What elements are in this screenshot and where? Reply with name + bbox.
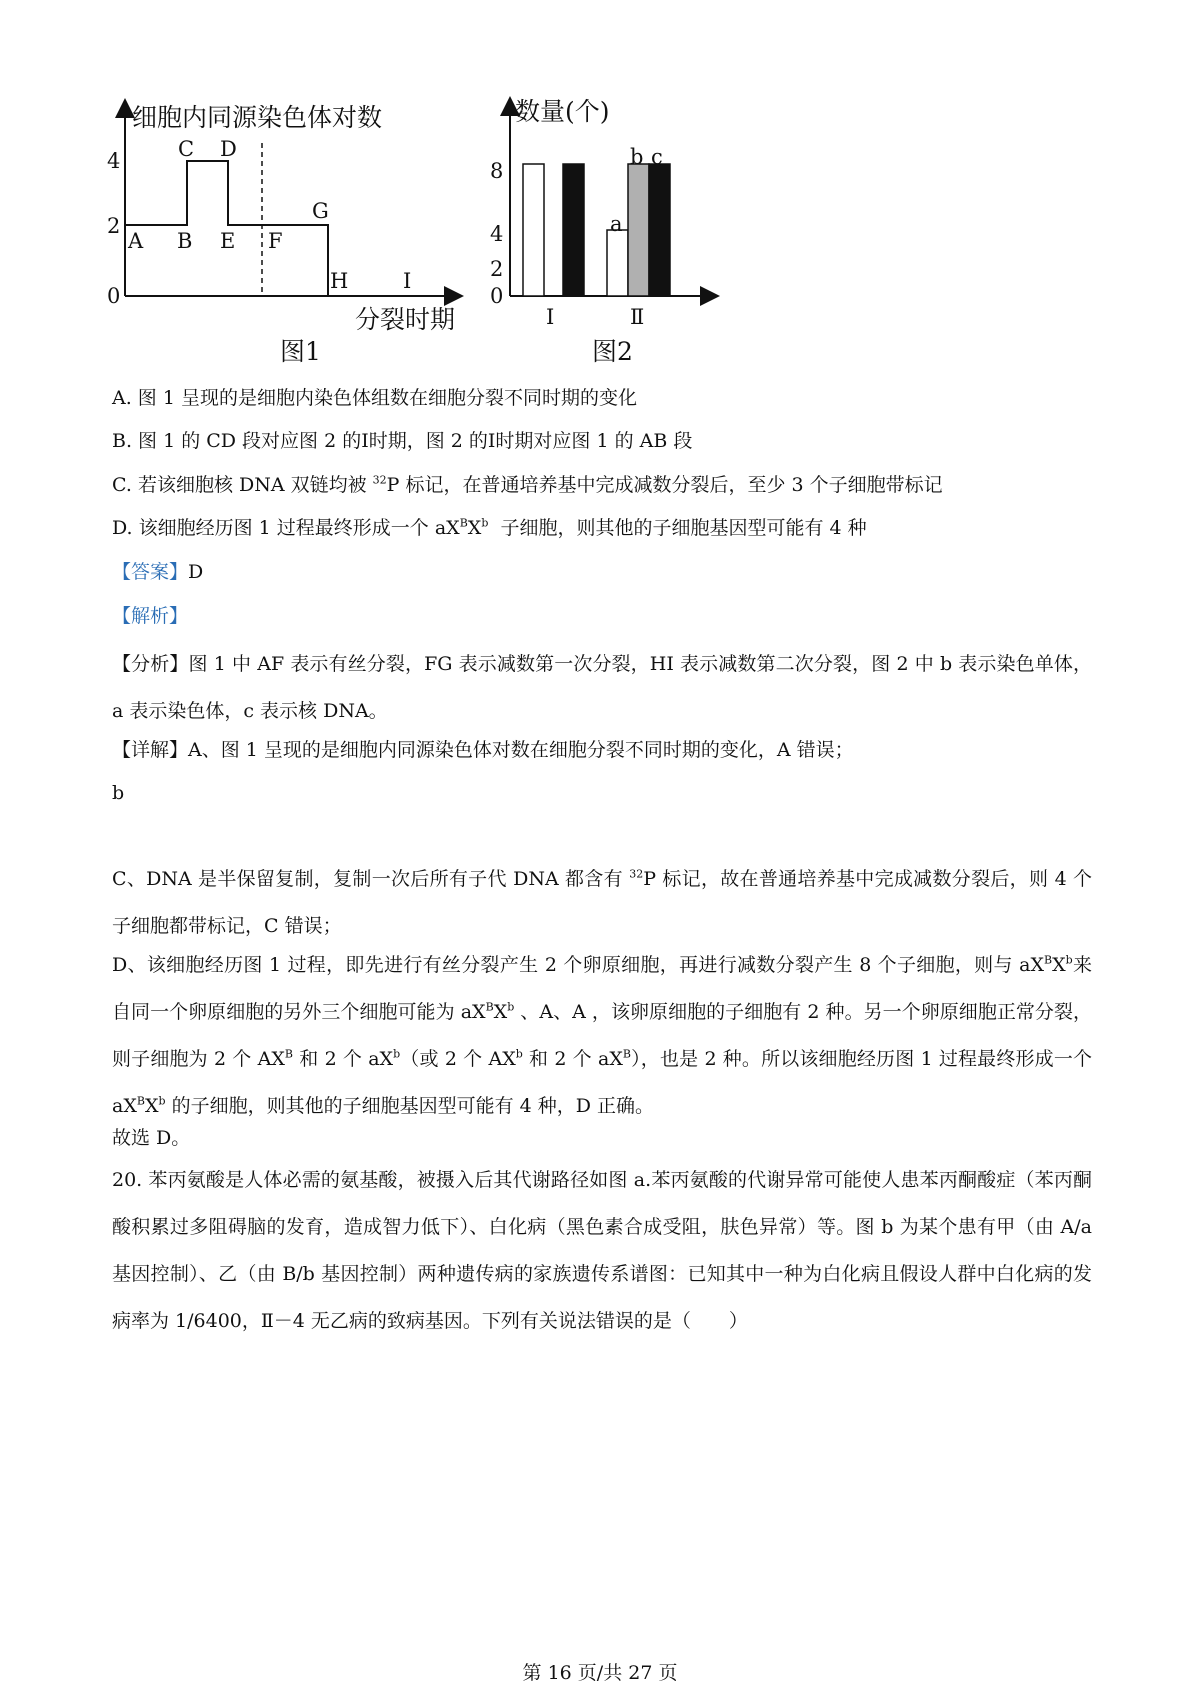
option-a: A. 图 1 呈现的是细胞内染色体组数在细胞分裂不同时期的变化 [112, 387, 637, 409]
sup-B: B [622, 1047, 631, 1061]
fig1-point-I: I [403, 269, 412, 293]
option-d-mid: X [467, 517, 482, 539]
fig1-ytick-2: 2 [107, 214, 121, 238]
option-c-post: P 标记，在普通培养基中完成减数分裂后，至少 3 个子细胞带标记 [386, 474, 943, 496]
option-c-pre: C. 若该细胞核 DNA 双链均被 [112, 474, 373, 496]
fig2-caption: 图2 [592, 337, 633, 366]
answer-tag: 【答案】 [112, 561, 189, 583]
xiangjie-tag: 【详解】 [112, 739, 189, 761]
fig1-point-F: F [268, 229, 283, 253]
option-d-sup1: B [459, 516, 468, 530]
fig2-bar-II-c [649, 164, 670, 296]
figure-1-chart [107, 102, 460, 366]
fig2-bar-I-a [523, 164, 544, 296]
fig1-point-H: H [330, 269, 349, 293]
fig2-group-2: Ⅱ [630, 305, 645, 329]
option-d-sup2: b [481, 516, 489, 530]
xiangjie-c-pre: C、DNA 是半保留复制，复制一次后所有子代 DNA 都含有 [112, 868, 630, 890]
sup-B: B [284, 1047, 294, 1061]
fig2-bar-label-c: c [651, 145, 663, 169]
fig1-ylabel: 细胞内同源染色体对数 [132, 105, 383, 132]
xiangjie-d2: 来自同一个卵原细胞的另外三个细胞可能为 aX [112, 954, 1092, 1023]
option-d-pre: D. 该细胞经历图 1 过程最终形成一个 aX [112, 517, 460, 539]
fig1-point-G: G [312, 199, 329, 223]
figure-svg [100, 88, 800, 408]
fig1-point-A: A [128, 229, 144, 253]
xiangjie-c-post: P 标记，故在普通培养基中完成减数分裂后，则 4 个子细胞都带标记，C 错误； [112, 868, 1093, 937]
fig1-ytick-4: 4 [107, 149, 121, 173]
fig1-point-D: D [220, 137, 237, 161]
xiangjie-d7: ），也是 2 种。所以该细胞经历图 1 过程最终形成一个 aX [112, 1048, 1092, 1117]
option-c-sup: 32 [372, 473, 387, 487]
xiangjie-d8: 的子细胞，则其他的子细胞基因型可能有 4 种，D 正确。 [165, 1095, 655, 1117]
figures [100, 88, 800, 408]
option-b: B. 图 1 的 CD 段对应图 2 的Ⅰ时期，图 2 的Ⅰ时期对应图 1 的 AB 段 [112, 430, 693, 452]
fig2-ylabel: 数量(个) [515, 97, 610, 126]
fig1-point-B: B [177, 229, 193, 253]
fenxi-tag: 【分析】 [112, 653, 189, 675]
fig1-point-E: E [220, 229, 236, 253]
option-c [112, 472, 943, 498]
sup-B: B [485, 1000, 494, 1014]
fig2-bar-II-a [607, 230, 628, 296]
option-d [112, 515, 867, 541]
xiangjie-c-sup: 32 [629, 867, 644, 881]
option-d-post: 子细胞，则其他的子细胞基因型可能有 4 种 [488, 517, 867, 539]
xiangjie-a [112, 727, 1092, 774]
fig2-group-1: Ⅰ [546, 305, 555, 329]
sup-B: B [136, 1094, 145, 1108]
fig2-bar-I-c [563, 164, 584, 296]
fig1-xlabel: 分裂时期 [355, 307, 456, 334]
xiangjie-d [112, 942, 1092, 1130]
sup-b: b [393, 1047, 401, 1061]
x-letter: X [144, 1095, 159, 1117]
fenxi-paragraph [112, 641, 1092, 735]
fig2-ytick-2: 2 [490, 257, 504, 281]
xiangjie-b: b [112, 782, 125, 804]
xiangjie-a-text: A、图 1 呈现的是细胞内同源染色体对数在细胞分裂不同时期的变化，A 错误； [188, 739, 854, 761]
sup-b: b [507, 1000, 515, 1014]
fig1-point-C: C [178, 137, 195, 161]
fig2-ytick-4: 4 [490, 222, 504, 246]
x-letter: X [1052, 954, 1066, 976]
fig2-bar-II-b [628, 164, 649, 296]
question-20: 20. 苯丙氨酸是人体必需的氨基酸，被摄入后其代谢路径如图 a.苯丙氨酸的代谢异常可能使人患苯丙酮酸症（苯丙酮酸积累过多阻碍脑的发育，造成智力低下）、白化病（黑色素合成受阻，肤色异常）等。图 b 为某个患有甲（由 A/a 基因控制）、乙（由 B/b 基因控制）两种遗传病的家族遗传系谱图：已知其中一种为白化病且假设人群中白化病的发病率为 1/6400，Ⅱ－4 无乙病的致病基因。下列有关说法错误的是（ ） [112, 1169, 1092, 1332]
xiangjie-d1: D、该细胞经历图 1 过程，即先进行有丝分裂产生 2 个卵原细胞，再进行减数分裂产生 8 个子细胞，则与 aX [112, 954, 1044, 976]
sup-b: b [1065, 953, 1073, 967]
fig2-bar-label-a: a [610, 212, 623, 236]
sup-B: B [1044, 953, 1053, 967]
xiangjie-d4: 和 2 个 aX [293, 1048, 394, 1070]
xiangjie-c [112, 856, 1092, 950]
fig2-ytick-0: 0 [490, 284, 504, 308]
xiangjie-d3: 、A、A ，该卵原细胞的子细胞有 2 种。另一个卵原细胞正常分裂，则子细胞为 2 个 AX [112, 1001, 1092, 1070]
page-footer: 第 16 页/共 27 页 [522, 1662, 678, 1684]
sup-b: b [158, 1094, 166, 1108]
fenxi-text: 图 1 中 AF 表示有丝分裂，FG 表示减数第一次分裂，HI 表示减数第二次分裂，图 2 中 b 表示染色单体，a 表示染色体，c 表示核 DNA。 [112, 653, 1092, 722]
analysis-tag: 【解析】 [112, 605, 189, 627]
fig1-caption: 图1 [280, 337, 321, 366]
xiangjie-d6: 和 2 个 aX [522, 1048, 623, 1070]
fig1-ytick-0: 0 [107, 284, 121, 308]
x-letter: X [493, 1001, 508, 1023]
answer-value: D [188, 561, 204, 583]
conclusion: 故选 D。 [112, 1127, 191, 1149]
sup-b: b [515, 1047, 523, 1061]
xiangjie-d5: （或 2 个 AX [400, 1048, 516, 1070]
fig2-bars [523, 164, 670, 296]
fig2-ytick-8: 8 [490, 159, 504, 183]
answer-line [112, 559, 203, 585]
figure-2-chart [490, 97, 716, 366]
fig2-bar-label-b: b [630, 145, 644, 169]
